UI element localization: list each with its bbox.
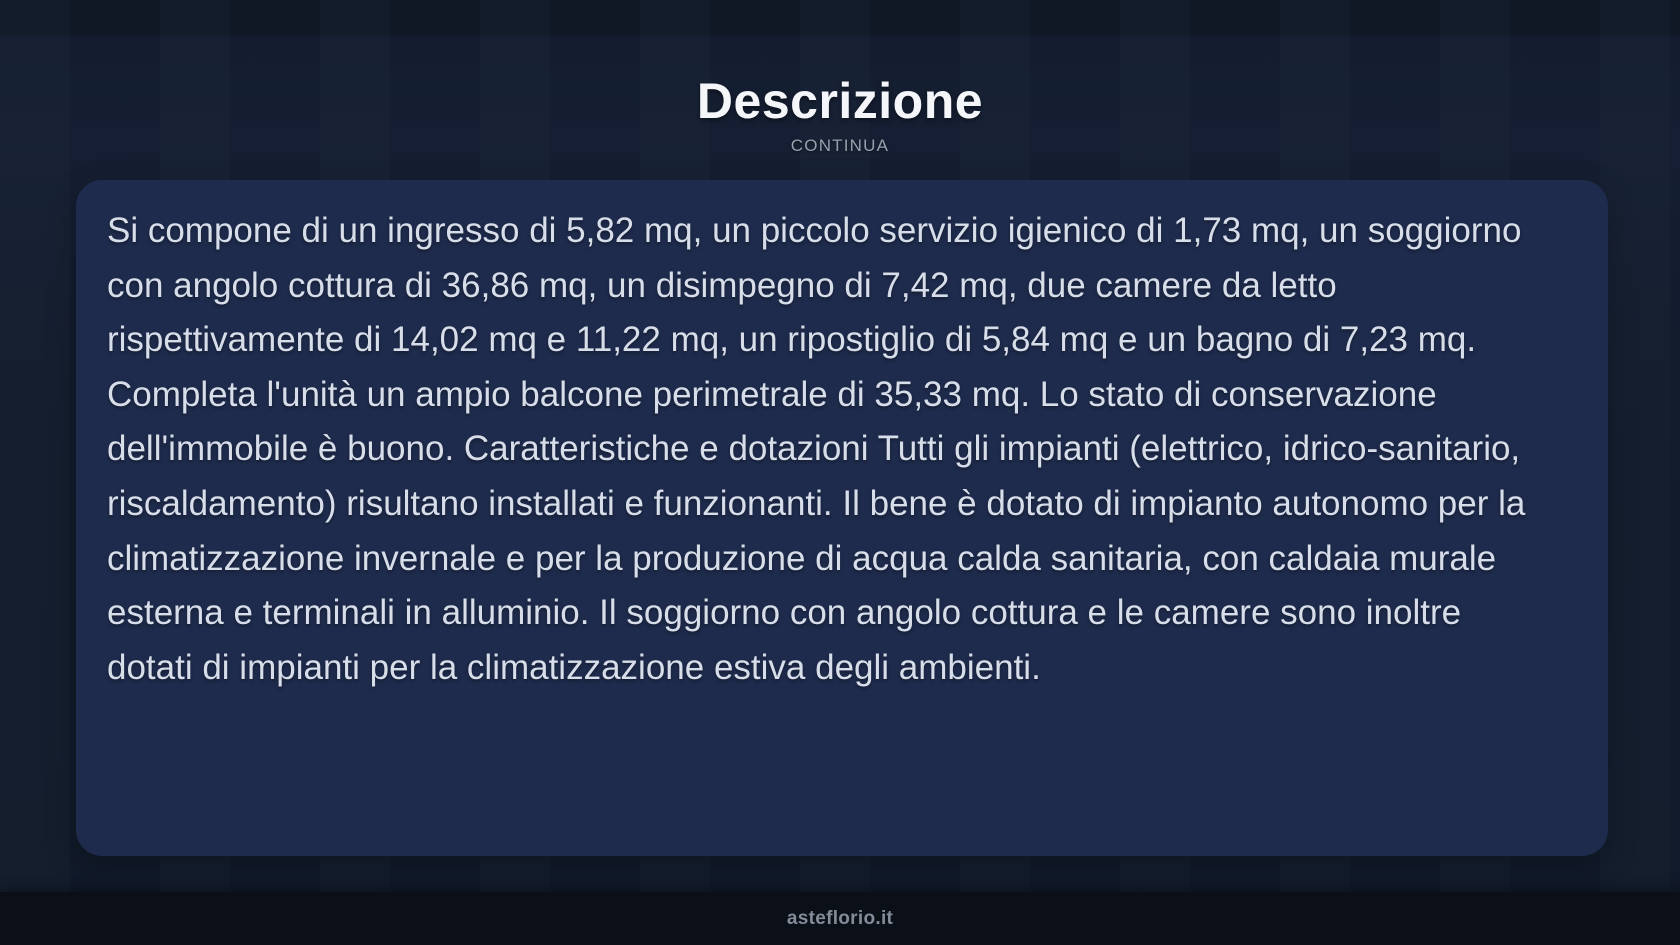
continue-button[interactable]: CONTINUA (790, 136, 890, 155)
page-title: Descrizione (696, 73, 984, 129)
footer-bar (0, 892, 1680, 945)
site-name: asteflorio.it (786, 907, 894, 929)
description-text: Si compone di un ingresso di 5,82 mq, un piccolo servizio igienico di 1,73 mq, un soggiorno con angolo cottura di 36,86 mq, un disimpegno di 7,42 mq, due camere da letto rispettivamente di 14,02 mq e 11,22 mq, un ripostiglio di 5,84 mq e un bagno di 7,23 mq. Completa l'unità un ampio balcone perimetrale di 35,33 mq. Lo stato di conservazione dell'immobile è buono. Caratteristiche e dotazioni Tutti gli impianti (elettrico, idrico-sanitario, riscaldamento) risultano installati e funzionanti. Il bene è dotato di impianto autonomo per la climatizzazione invernale e per la produzione di acqua calda sanitaria, con caldaia murale esterna e terminali in alluminio. Il soggiorno con angolo cottura e le camere sono inoltre dotati di impianti per la climatizzazione estiva degli ambienti. (107, 211, 1526, 687)
description-card (76, 180, 1608, 856)
